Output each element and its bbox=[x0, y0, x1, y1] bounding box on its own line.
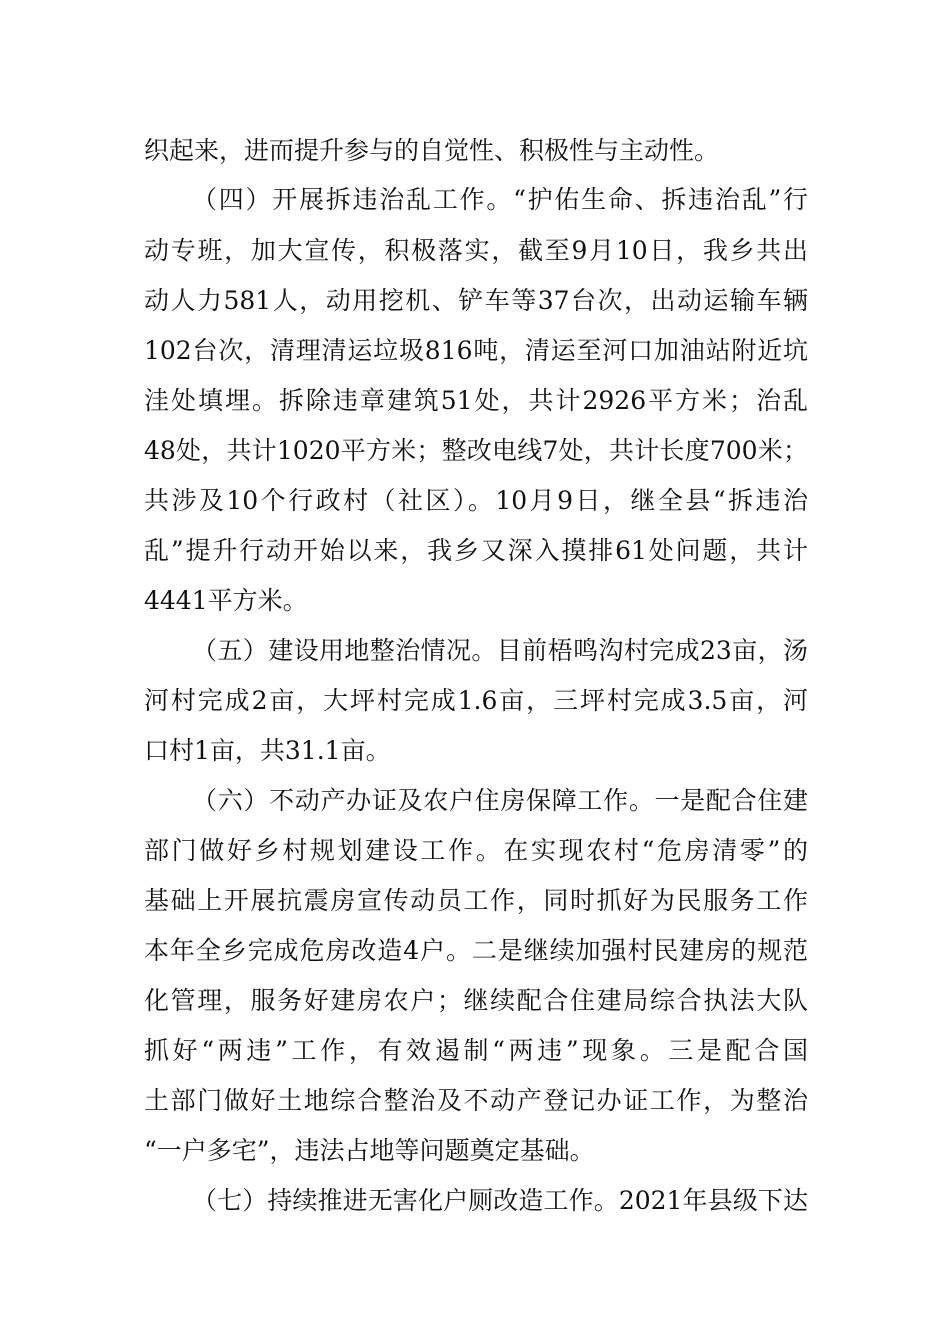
text-line: （七）持续推进无害化户厕改造工作。2021年县级下达 bbox=[192, 1186, 808, 1215]
text-line: 乱”提升行动开始以来，我乡又深入摸排61处问题，共计 bbox=[144, 536, 808, 565]
text-line: 土部门做好土地综合整治及不动产登记办证工作，为整治 bbox=[144, 1086, 808, 1115]
text-line: （四）开展拆违治乱工作。“护佑生命、拆违治乱”行 bbox=[192, 185, 808, 214]
text-line: 化管理，服务好建房农户；继续配合住建局综合执法大队 bbox=[144, 986, 808, 1015]
text-line: 口村1亩，共31.1亩。 bbox=[144, 736, 391, 765]
text-line: 102台次，清理清运垃圾816吨，清运至河口加油站附近坑 bbox=[144, 336, 808, 365]
text-line: 本年全乡完成危房改造4户。二是继续加强村民建房的规范 bbox=[144, 936, 808, 965]
text-line: （五）建设用地整治情况。目前梧鸣沟村完成23亩，汤 bbox=[192, 636, 808, 665]
text-line: 抓好“两违”工作，有效遏制“两违”现象。三是配合国 bbox=[144, 1036, 808, 1065]
text-line: 4441平方米。 bbox=[144, 586, 308, 615]
text-line: （六）不动产办证及农户住房保障工作。一是配合住建 bbox=[192, 786, 808, 815]
text-line: 基础上开展抗震房宣传动员工作，同时抓好为民服务工作 bbox=[144, 886, 808, 915]
text-line: 洼处填埋。拆除违章建筑51处，共计2926平方米；治乱 bbox=[144, 386, 808, 415]
text-line: 48处，共计1020平方米；整改电线7处，共计长度700米； bbox=[144, 436, 808, 465]
text-line: 织起来，进而提升参与的自觉性、积极性与主动性。 bbox=[144, 136, 720, 165]
text-line: 部门做好乡村规划建设工作。在实现农村“危房清零”的 bbox=[144, 836, 808, 865]
text-line: 共涉及10个行政村（社区）。10月9日，继全县“拆违治 bbox=[144, 486, 808, 515]
text-line: 动专班，加大宣传，积极落实，截至9月10日，我乡共出 bbox=[144, 236, 808, 265]
text-line: 河村完成2亩，大坪村完成1.6亩，三坪村完成3.5亩，河 bbox=[144, 686, 808, 715]
text-line: “一户多宅”，违法占地等问题奠定基础。 bbox=[144, 1136, 595, 1165]
text-line: 动人力581人，动用挖机、铲车等37台次，出动运输车辆 bbox=[144, 286, 808, 315]
